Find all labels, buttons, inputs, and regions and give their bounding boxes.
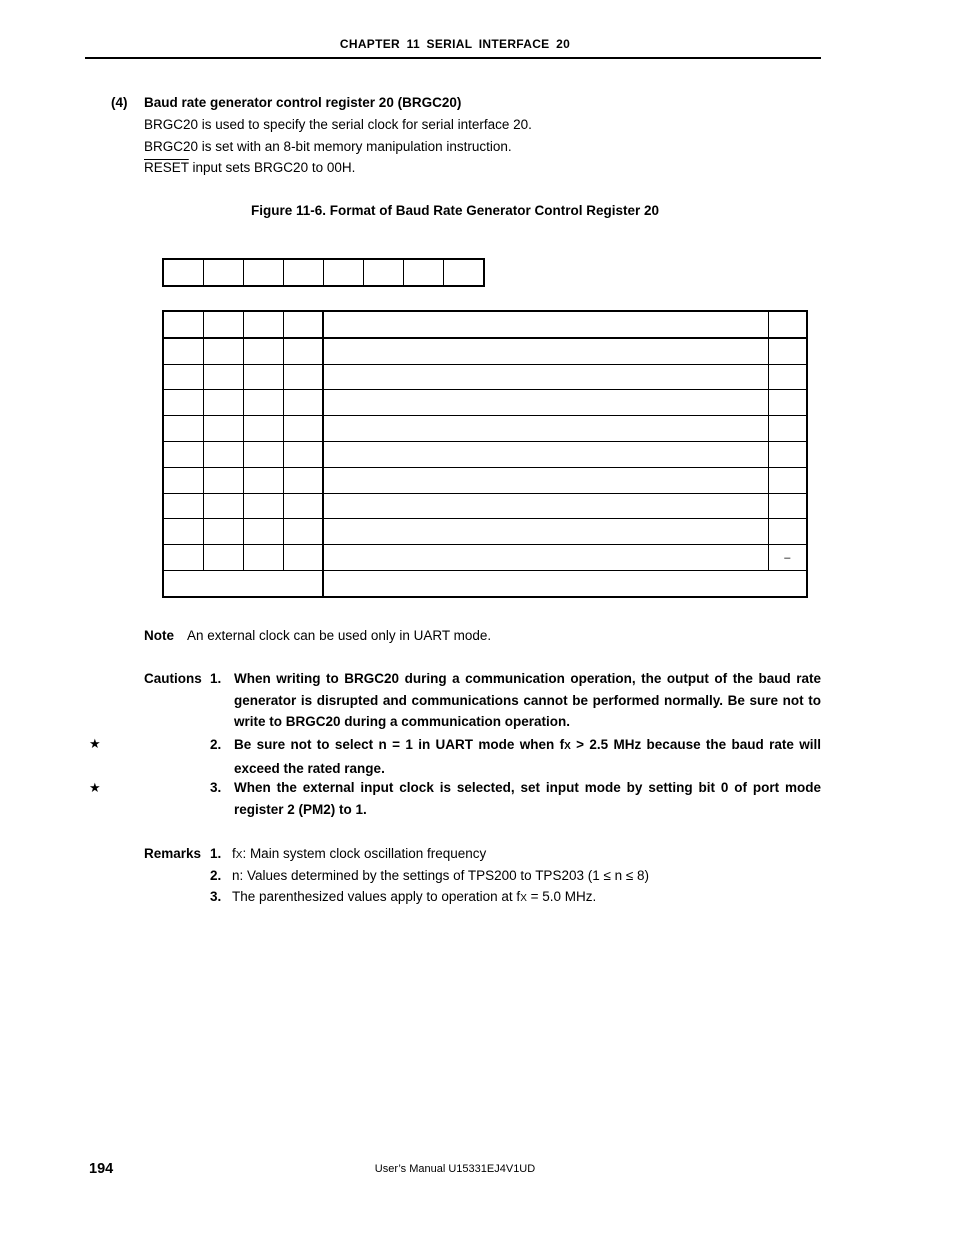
note-label: Note — [144, 628, 174, 643]
bit-cell — [204, 259, 244, 286]
header-rule — [85, 57, 821, 59]
table-row — [163, 338, 807, 364]
caution-1-number: 1. — [210, 671, 222, 686]
remark-2-number: 2. — [210, 868, 222, 883]
table-row — [163, 390, 807, 416]
caution-1-text: When writing to BRGC20 during a communication operation, the output of the baud rate generator is disrupted and communications cannot be performed normally. Be sure not to write to BRGC20 during a communication operation. — [234, 671, 821, 729]
note — [144, 625, 491, 647]
remark-1-number: 1. — [210, 846, 222, 861]
table-row — [163, 441, 807, 467]
manual-id: User’s Manual U15331EJ4V1UD — [374, 1163, 536, 1175]
section-line-3-rest: input sets BRGC20 to 00H. — [188, 160, 356, 175]
dash-cell: – — [768, 545, 807, 571]
star-marker: ★ — [89, 736, 101, 751]
table-row — [163, 467, 807, 493]
note-text: An external clock can be used only in UART mode. — [187, 628, 492, 643]
remark-3-text: The parenthesized values apply to operation at fX = 5.0 MHz. — [232, 889, 597, 904]
figure-caption: Figure 11-6. Format of Baud Rate Generator Control Register 20 — [250, 203, 660, 218]
bit-cell — [404, 259, 444, 286]
table-row — [163, 493, 807, 519]
remark-3-number: 3. — [210, 889, 222, 904]
caution-3-number: 3. — [210, 780, 222, 795]
table-row — [163, 416, 807, 442]
chapter-header: CHAPTER 11 SERIAL INTERFACE 20 — [339, 37, 571, 51]
caution-3-text: When the external input clock is selected, set input mode by setting bit 0 of port mode register 2 (PM2) to 1. — [234, 780, 821, 817]
bit-cell — [364, 259, 404, 286]
section-line-3 — [144, 157, 355, 179]
table-header-row — [163, 311, 807, 338]
remarks-label: Remarks — [144, 846, 202, 861]
bit-cell — [163, 259, 204, 286]
remark-1-text: fX: Main system clock oscillation frequency — [232, 846, 487, 861]
caution-2-text: Be sure not to select n = 1 in UART mode when fX > 2.5 MHz because the baud rate will exceed the rated range. — [234, 737, 821, 776]
bit-cell — [324, 259, 364, 286]
register-bit-boxes — [162, 258, 485, 287]
caution-2-number: 2. — [210, 737, 222, 752]
section-title: Baud rate generator control register 20 (BRGC20) — [144, 95, 462, 110]
table-row — [163, 364, 807, 390]
cautions-label: Cautions — [144, 671, 202, 686]
table-row-other — [163, 570, 807, 596]
section-line-2: BRGC20 is set with an 8-bit memory manipulation instruction. — [144, 139, 512, 154]
bit-cell — [244, 259, 284, 286]
table-row — [163, 519, 807, 545]
table-row — [163, 545, 807, 571]
bit-cell — [284, 259, 324, 286]
section-line-1: BRGC20 is used to specify the serial clock for serial interface 20. — [144, 117, 532, 132]
bit-cell — [444, 259, 485, 286]
reset-signal: RESET — [144, 160, 189, 175]
clock-selection-table — [162, 310, 808, 598]
star-marker: ★ — [89, 780, 101, 795]
remark-2-text: n: Values determined by the settings of TPS200 to TPS203 (1 ≤ n ≤ 8) — [232, 868, 650, 883]
page-number: 194 — [89, 1161, 114, 1177]
section-number: (4) — [111, 95, 128, 110]
